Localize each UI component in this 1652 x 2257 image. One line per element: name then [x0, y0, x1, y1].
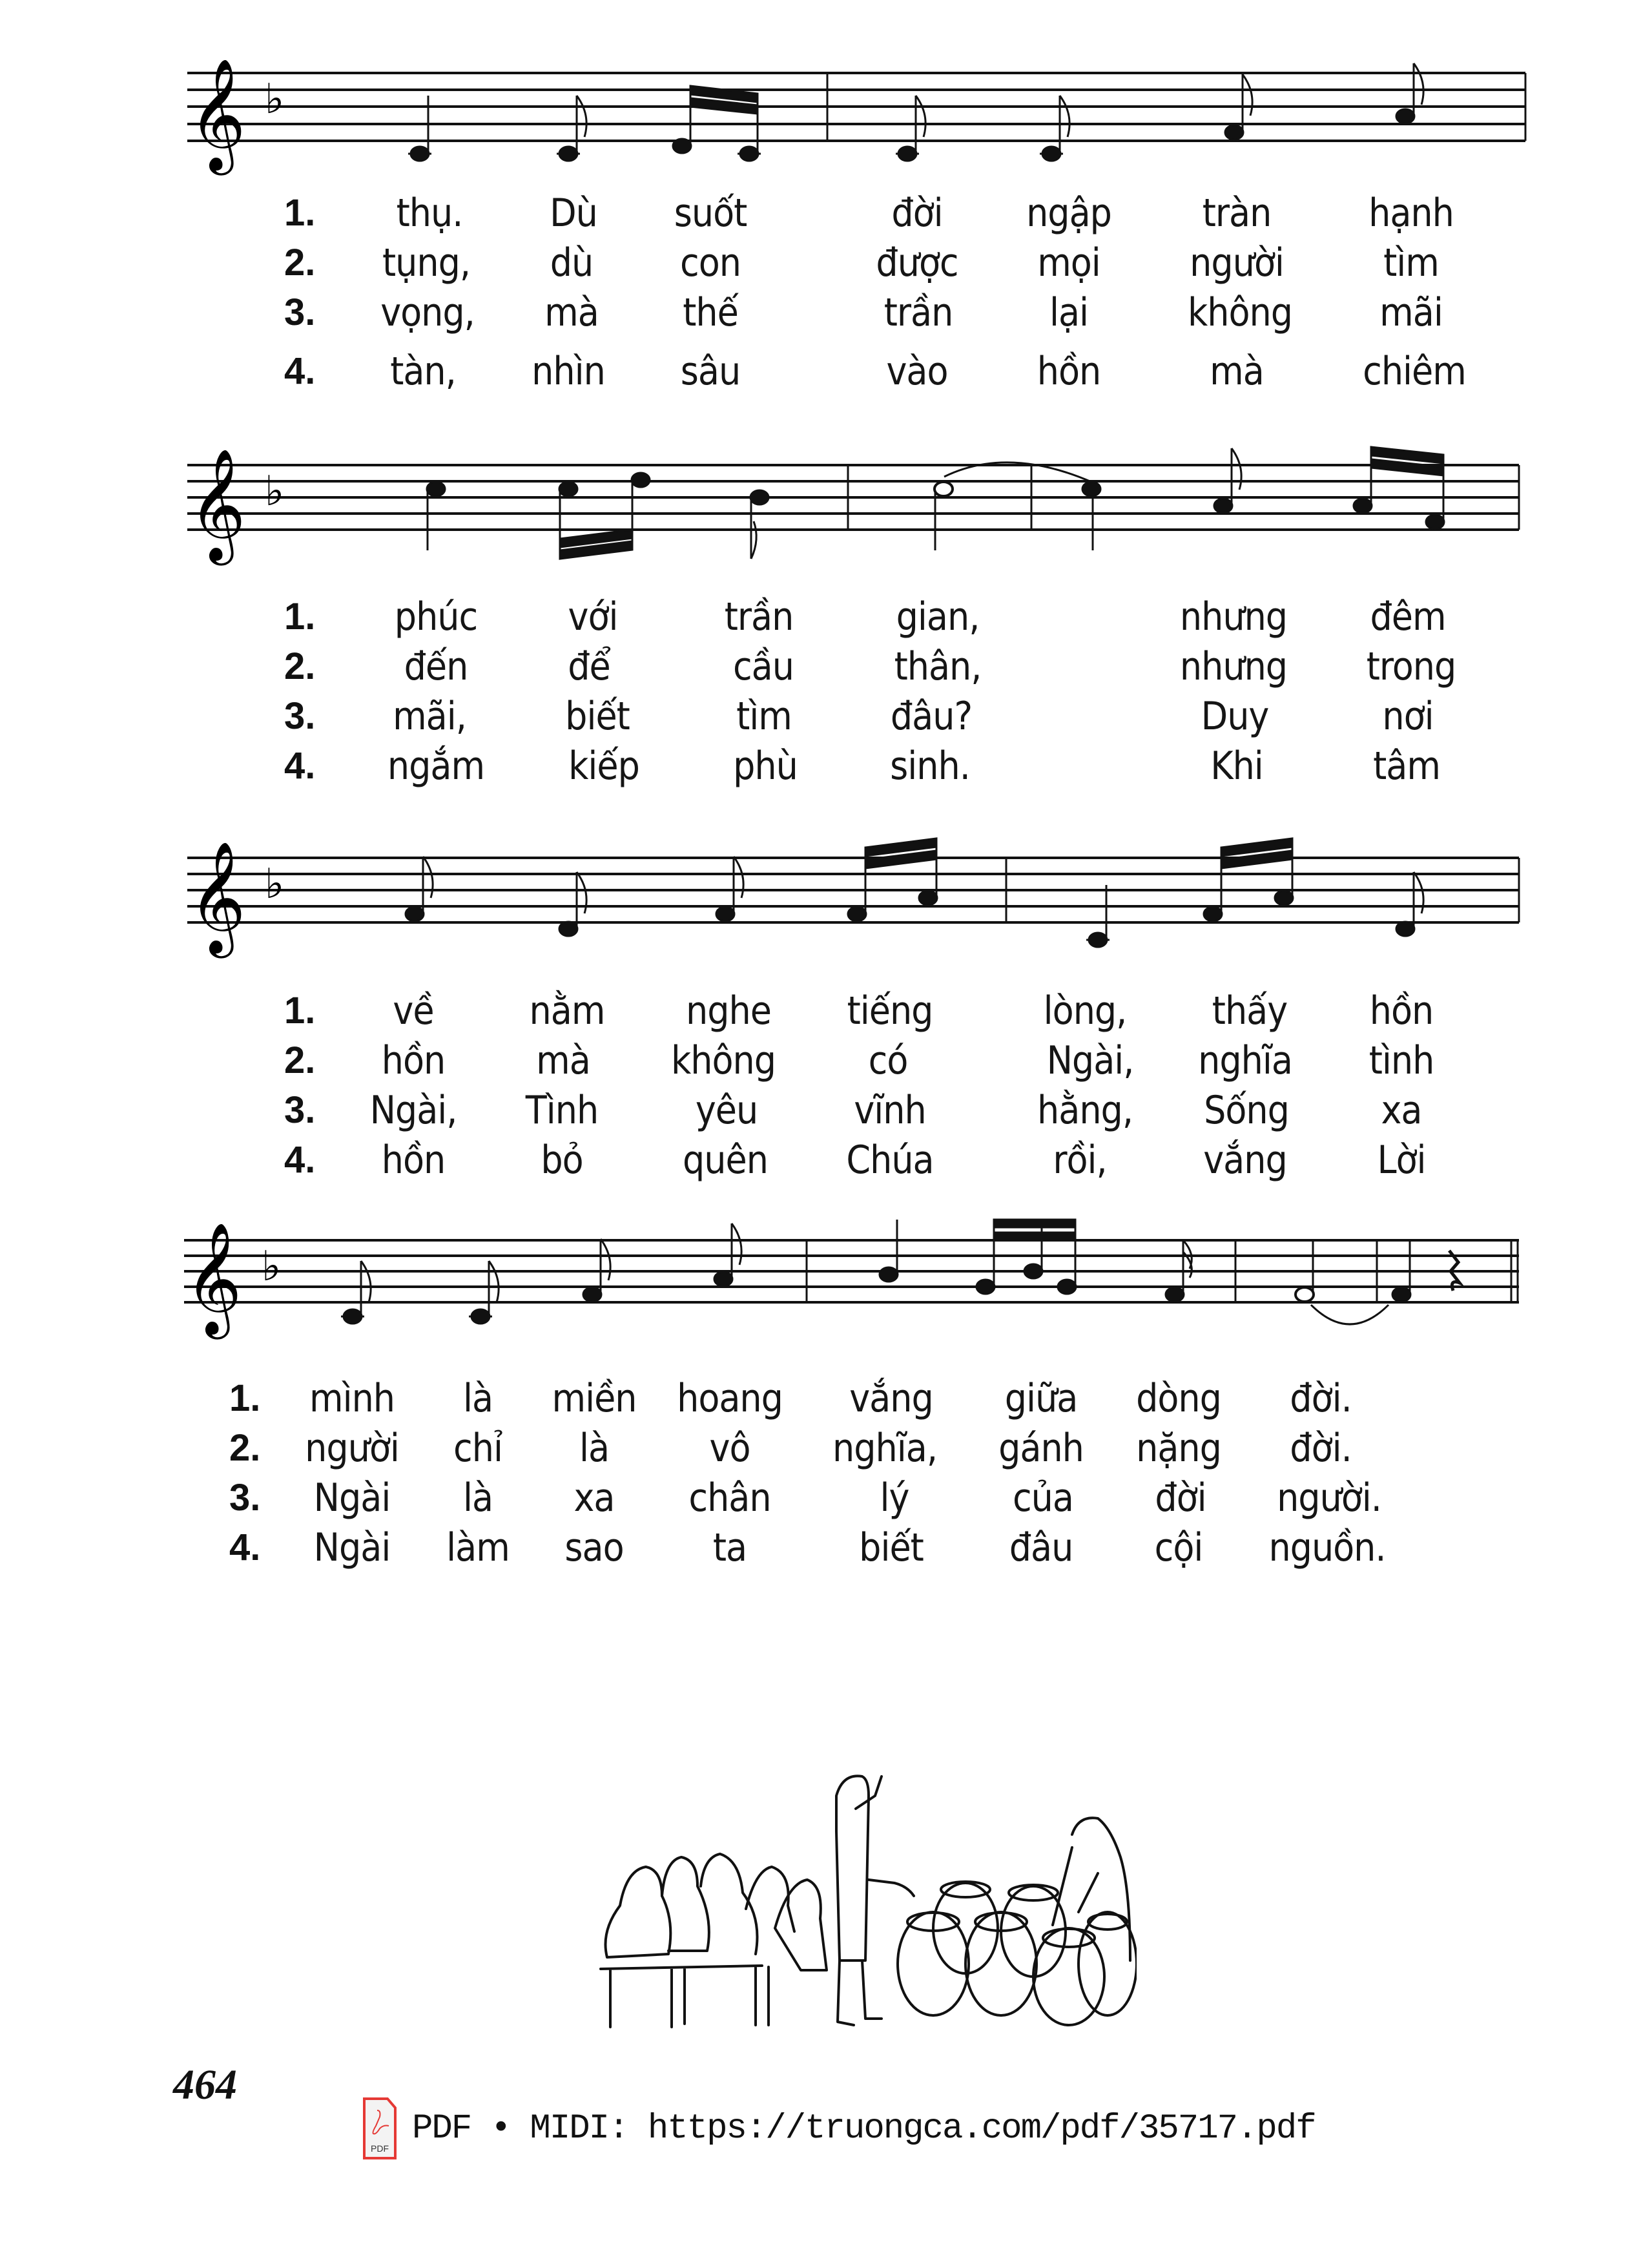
- lyric-word: thân,: [894, 644, 982, 689]
- lyric-word: kiếp: [568, 744, 639, 789]
- lyric-word: nằm: [529, 988, 605, 1034]
- lyric-word: nguồn.: [1268, 1525, 1386, 1570]
- svg-text:♭: ♭: [265, 76, 285, 123]
- lyric-word: người: [305, 1426, 399, 1471]
- lyric-word: làm: [446, 1525, 510, 1570]
- lyric-word: không: [671, 1038, 776, 1083]
- treble-clef-icon: 𝄞: [185, 1222, 242, 1335]
- lyric-word: suốt: [674, 191, 747, 236]
- lyric-word: hạnh: [1368, 191, 1454, 236]
- svg-text:PDF: PDF: [371, 2143, 389, 2154]
- lyric-word: nhưng: [1179, 644, 1288, 689]
- verse-number: 2.: [284, 645, 316, 687]
- lyric-word: cầu: [733, 644, 794, 689]
- lyric-word: gánh: [998, 1426, 1084, 1471]
- lyric-word: miền: [552, 1376, 637, 1421]
- lyric-word: Sống: [1204, 1088, 1289, 1133]
- lyric-word: nơi: [1382, 694, 1434, 739]
- lyric-word: người: [1190, 240, 1284, 286]
- lyric-word: ngập: [1026, 191, 1111, 236]
- lyric-word: tràn: [1202, 191, 1272, 236]
- lyric-word: đêm: [1370, 594, 1446, 640]
- lyric-word: xa: [1381, 1088, 1422, 1133]
- lyric-word: với: [568, 594, 618, 640]
- lyric-word: mình: [309, 1376, 395, 1421]
- lyric-word: mãi,: [393, 694, 466, 739]
- lyric-word: trần: [724, 594, 794, 640]
- verse-number: 3.: [229, 1477, 261, 1519]
- lyric-word: tình: [1368, 1038, 1434, 1083]
- lyric-word: tìm: [1383, 240, 1439, 286]
- lyric-word: Khi: [1210, 744, 1263, 789]
- music-system-1: [0, 0, 1652, 413]
- lyric-word: hồn: [381, 1138, 446, 1183]
- lyric-word: trong: [1366, 644, 1456, 689]
- svg-text:♭: ♭: [265, 468, 285, 515]
- music-system-4: [0, 1214, 1652, 1602]
- verse-number: 4.: [284, 745, 316, 787]
- lyric-word: tiếng: [847, 988, 933, 1034]
- lyric-word: đời: [1155, 1475, 1206, 1521]
- lyric-word: thế: [683, 290, 738, 335]
- lyric-word: đời: [891, 191, 943, 236]
- lyric-word: thụ.: [396, 191, 463, 236]
- lyric-word: tâm: [1373, 744, 1440, 789]
- verse-number: 4.: [229, 1526, 261, 1568]
- lyric-word: nặng: [1136, 1426, 1221, 1471]
- lyric-word: hồn: [381, 1038, 446, 1083]
- lyric-word: vĩnh: [854, 1088, 926, 1133]
- lyric-word: Tình: [525, 1088, 599, 1133]
- verse-number: 3.: [284, 1089, 316, 1131]
- page-number: 464: [173, 2061, 237, 2108]
- music-system-3: [0, 814, 1652, 1201]
- footer-link-text[interactable]: PDF • MIDI: https://truongca.com/pdf/35717.pdf: [412, 2108, 1316, 2148]
- lyric-word: Ngài,: [1046, 1038, 1134, 1083]
- lyric-word: đời.: [1290, 1426, 1352, 1471]
- pdf-file-icon: [362, 2096, 398, 2161]
- lyric-word: Ngài: [313, 1525, 391, 1570]
- lyric-word: vô: [709, 1426, 750, 1471]
- lyric-word: lý: [880, 1475, 909, 1521]
- lyric-word: Ngài: [313, 1475, 391, 1521]
- lyric-word: hồn: [1037, 349, 1101, 394]
- lyric-word: vào: [886, 349, 948, 394]
- lyric-word: chân: [688, 1475, 771, 1521]
- lyric-word: phúc: [394, 594, 478, 640]
- lyric-word: vắng: [849, 1376, 933, 1421]
- lyric-word: lại: [1049, 290, 1089, 335]
- lyric-word: có: [868, 1038, 908, 1083]
- lyric-word: rồi,: [1053, 1138, 1107, 1183]
- lyric-word: yêu: [695, 1088, 758, 1133]
- verse-number: 2.: [284, 242, 316, 284]
- lyric-word: là: [579, 1426, 610, 1471]
- lyric-word: tụng,: [382, 240, 471, 286]
- lyric-word: quên: [683, 1138, 768, 1183]
- treble-clef-icon: 𝄞: [189, 58, 246, 171]
- lyric-word: Dù: [550, 191, 597, 236]
- lyric-word: không: [1188, 290, 1292, 335]
- wedding-at-cana-illustration: [581, 1770, 1137, 2028]
- verse-number: 1.: [284, 192, 316, 234]
- verse-number: 3.: [284, 695, 316, 737]
- lyric-word: dù: [550, 240, 594, 286]
- footer-link[interactable]: [362, 2096, 1316, 2161]
- staff-2: [0, 400, 1652, 607]
- lyric-word: Duy: [1201, 694, 1269, 739]
- verse-number: 2.: [229, 1427, 261, 1469]
- lyric-word: là: [462, 1376, 493, 1421]
- lyric-word: bỏ: [541, 1138, 583, 1183]
- lyric-word: Lời: [1377, 1138, 1426, 1183]
- lyric-word: cội: [1154, 1525, 1203, 1570]
- lyric-word: chỉ: [453, 1426, 502, 1471]
- treble-clef-icon: 𝄞: [189, 841, 246, 953]
- lyric-word: con: [680, 240, 741, 286]
- verse-number: 3.: [284, 291, 316, 333]
- music-system-2: [0, 400, 1652, 801]
- lyric-word: biết: [565, 694, 630, 739]
- verse-number: 1.: [229, 1377, 261, 1419]
- verse-number: 1.: [284, 596, 316, 638]
- lyric-word: nghe: [686, 988, 771, 1034]
- lyric-word: biết: [859, 1525, 924, 1570]
- lyric-word: về: [393, 988, 434, 1034]
- lyric-word: sinh.: [890, 744, 970, 789]
- lyric-word: phù: [733, 744, 798, 789]
- lyric-word: thấy: [1212, 988, 1288, 1034]
- lyric-word: mọi: [1037, 240, 1100, 286]
- lyric-word: nghĩa: [1198, 1038, 1292, 1083]
- lyric-word: lòng,: [1043, 988, 1127, 1034]
- lyric-word: là: [462, 1475, 493, 1521]
- lyric-word: mà: [1210, 349, 1264, 394]
- lyric-word: mãi: [1379, 290, 1443, 335]
- verse-number: 4.: [284, 1139, 316, 1181]
- lyric-word: nhìn: [532, 349, 605, 394]
- lyric-word: tàn,: [390, 349, 456, 394]
- lyric-word: sâu: [680, 349, 741, 394]
- lyric-word: để: [568, 644, 610, 689]
- lyric-word: trần: [883, 290, 953, 335]
- lyric-word: đến: [404, 644, 468, 689]
- lyric-word: ngắm: [387, 744, 485, 789]
- lyric-word: đâu?: [890, 694, 973, 739]
- lyric-word: đâu: [1009, 1525, 1073, 1570]
- lyric-word: chiêm: [1363, 349, 1466, 394]
- lyric-word: xa: [573, 1475, 615, 1521]
- svg-text:♭: ♭: [265, 860, 285, 908]
- lyric-word: Ngài,: [369, 1088, 457, 1133]
- lyric-word: giữa: [1004, 1376, 1078, 1421]
- lyric-word: nhưng: [1179, 594, 1288, 640]
- lyric-word: đời.: [1290, 1376, 1352, 1421]
- lyric-word: nghĩa,: [832, 1426, 937, 1471]
- lyric-word: Chúa: [846, 1138, 934, 1183]
- lyric-word: hoang: [677, 1376, 783, 1421]
- lyric-word: dòng: [1136, 1376, 1221, 1421]
- staff-1: [0, 0, 1652, 207]
- lyric-word: người.: [1277, 1475, 1381, 1521]
- lyric-word: tìm: [736, 694, 792, 739]
- verse-number: 1.: [284, 990, 316, 1032]
- lyric-word: vọng,: [380, 290, 475, 335]
- lyric-word: mà: [544, 290, 599, 335]
- lyric-word: vắng: [1203, 1138, 1287, 1183]
- lyric-word: hằng,: [1037, 1088, 1133, 1133]
- verse-number: 4.: [284, 350, 316, 392]
- lyric-word: sao: [564, 1525, 624, 1570]
- svg-text:♭: ♭: [262, 1243, 282, 1291]
- lyric-word: của: [1013, 1475, 1073, 1521]
- lyric-word: ta: [712, 1525, 747, 1570]
- lyric-word: được: [876, 240, 958, 286]
- treble-clef-icon: 𝄞: [189, 448, 246, 561]
- lyric-word: hồn: [1369, 988, 1434, 1034]
- lyric-word: mà: [536, 1038, 590, 1083]
- verse-number: 2.: [284, 1039, 316, 1081]
- lyric-word: gian,: [896, 594, 980, 640]
